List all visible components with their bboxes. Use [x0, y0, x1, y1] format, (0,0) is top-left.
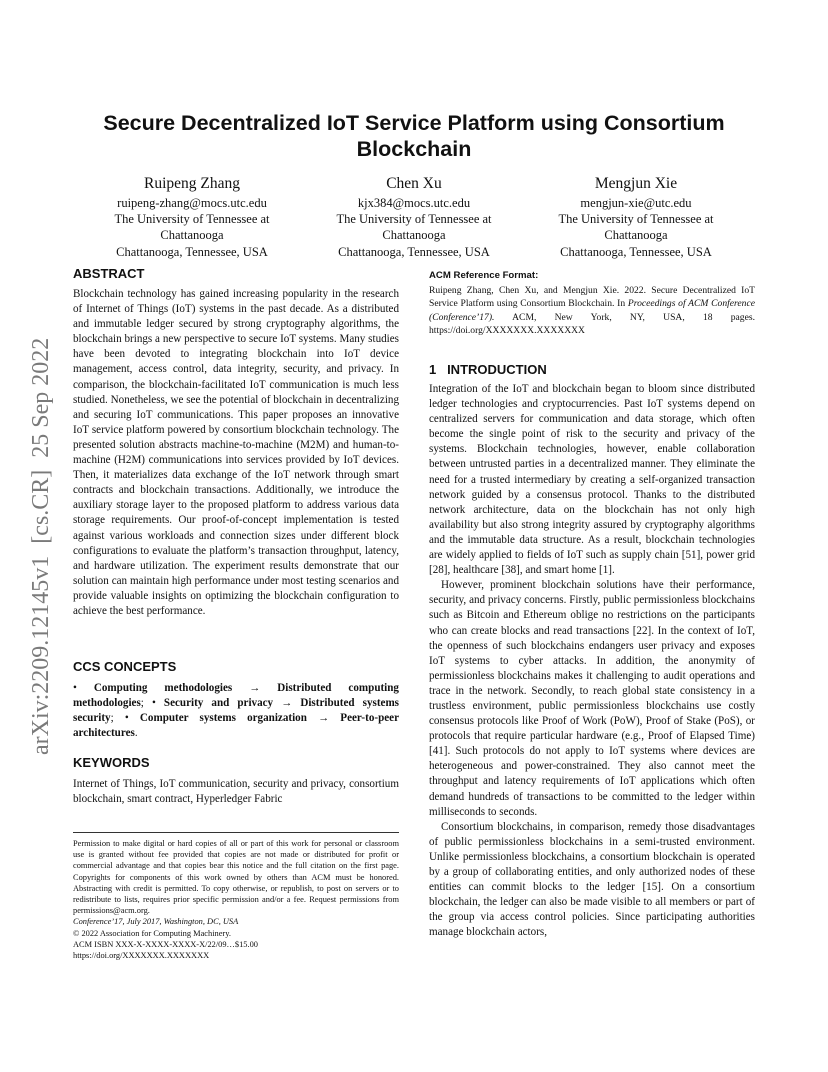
intro-paragraph: However, prominent blockchain solutions have their performance, security, and privacy concerns. Firstly, public permissionless blockchains such as Bitcoin and Ethereum oblige no restrictions on the participants who can create blocks and read transactions [22]. In the context of IoT, the openness of such blockchains endangers user privacy and exposes IoT systems to cyber attacks. In addition, the anonymity of permissionless blockchains makes it challenging to audit operations and trace in the network. Secondly, to reach global state consistency in a trustless environment, public permissionless blockchains use costly consensus protocols like Proof of Work (PoW), Proof of Stake (PoS), or protocols that require particular hardware (e.g., Proof of Elapsed Time) [41]. Such protocols do not apply to IoT systems where devices are heterogeneous and power-constrained. They also cannot meet the throughput and latency requirements of IoT applications which often demand hundreds of transactions to be committed to the ledger within milliseconds to seconds.: [429, 579, 755, 818]
author-name: Mengjun Xie: [594, 175, 678, 192]
ccs-term: Security and privacy → Distributed systems security: [73, 697, 399, 725]
abstract-section: [73, 266, 399, 619]
doi-link[interactable]: https://doi.org/XXXXXXX.XXXXXXX: [73, 951, 210, 961]
intro-paragraph: Integration of the IoT and blockchain began to bloom since distributed ledger technologies and cryptocurrencies. Past IoT systems depend on centralized servers for communication and data storage, which often become the single point of risk to the security and privacy of the systems. Blockchain technologies, however, enable collaboration between untrusted parties in a decentralized manner. They eliminate the need for a trusted intermediary by creating a self-organized transaction network guided by a consensus protocol. Thanks to the distributed network architecture, data on the blockchain has not only high availability but also strong integrity assured by cryptography algorithms and the immutable data structure. As a result, blockchain technologies are widely applied to fields of IoT such as supply chain [51], power grid [28], healthcare [38], and smart home [1].: [429, 383, 755, 577]
acm-reference-section: [429, 269, 755, 337]
ccs-text: [73, 681, 399, 741]
arxiv-stamp: [10, 280, 62, 760]
isbn-line: ACM ISBN XXX-X-XXXX-XXXX-X/22/09…$15.00: [73, 939, 258, 949]
copyright-line: © 2022 Association for Computing Machinery.: [73, 928, 231, 938]
author-location: Chattanooga, Tennessee, USA: [338, 244, 490, 259]
author-block-2: [294, 174, 534, 260]
title-line-1: Secure Decentralized IoT Service Platform using Consortium: [103, 111, 725, 135]
footnote-rule: [73, 832, 399, 833]
ccs-term: Computing methodologies → Distributed computing methodologies: [73, 682, 399, 710]
permission-notice: Permission to make digital or hard copies of all or part of this work for personal or classroom use is granted without fee provided that copies are not made or distributed for profit or commercial advantage and that copies bear this notice and the full citation on the first page. Copyrights for components of this work owned by others than ACM must be honored. Abstracting with credit is permitted. To copy otherwise, or republish, to post on servers or to redistribute to lists, requires prior specific permission and/or a fee. Request permissions from permissions@acm.org.: [73, 839, 399, 916]
ccs-bullet: •: [73, 682, 94, 694]
arxiv-stamp-text: arXiv:2209.12145v1 [cs.CR] 25 Sep 2022: [28, 337, 54, 755]
keywords-text: Internet of Things, IoT communication, security and privacy, consortium blockchain, smart contract, Hyperledger Fabric: [73, 778, 399, 806]
paper-title: [70, 110, 758, 162]
copyright-footnote: [73, 838, 399, 961]
author-email: ruipeng-zhang@mocs.utc.edu: [117, 196, 267, 210]
author-name: Ruipeng Zhang: [144, 175, 240, 192]
author-name: Chen Xu: [386, 175, 442, 192]
author-affiliation: The University of Tennessee at: [558, 212, 714, 227]
author-affiliation-cont: Chattanooga: [160, 228, 224, 243]
keywords-section: [73, 755, 399, 807]
author-email: kjx384@mocs.utc.edu: [357, 196, 471, 210]
introduction-heading: 1 INTRODUCTION: [429, 362, 547, 377]
ccs-heading: CCS CONCEPTS: [73, 659, 177, 674]
author-block-1: [72, 174, 312, 260]
title-line-2: Blockchain: [356, 137, 472, 161]
acm-reference-text: [429, 284, 755, 337]
acm-reference-part: ACM, New York, NY, USA, 18 pages. https://doi.org/XXXXXXX.XXXXXXX: [429, 311, 755, 336]
abstract-heading: ABSTRACT: [73, 266, 145, 281]
acm-reference-proceedings: Proceedings of ACM Conference (Conference’17).: [429, 298, 755, 323]
ccs-concepts-section: [73, 659, 399, 741]
keywords-heading: KEYWORDS: [73, 755, 150, 770]
abstract-text: Blockchain technology has gained increasing popularity in the research of Internet of Things (IoT) systems in the past decade. As a distributed and immutable ledger secured by strong cryptography algorithms, the blockchain brings a new perspective to secure IoT systems. Many studies have been devoted to integrating blockchain into IoT device management, access control, data integrity, security, and privacy. In comparison, the blockchain-facilitated IoT communication is much less studied. Nonetheless, we see the potential of blockchain in decentralizing and securing IoT communications. This paper proposes an innovative IoT service platform powered by consortium blockchain technology. The presented solution abstracts machine-to-machine (M2M) and human-to-machine (H2M) communications into services provided by IoT devices. Then, it materializes data exchange of the IoT network through smart contracts and blockchain transactions. Additionally, we introduce the auxiliary storage layer to the proposed platform to address various data storage requirements. Our proof-of-concept implementation is tested against various workloads and connection sizes under different block configurations to evaluate the platform’s transaction throughput, latency, and hardware utilization. The experiment results demonstrate that our solution can maintain high performance under most testing scenarios and provide valuable insights on optimizing the blockchain configuration to achieve the best performance.: [73, 288, 399, 617]
introduction-section: [429, 362, 755, 940]
acm-reference-part: Ruipeng Zhang, Chen Xu, and Mengjun Xie. 2022. Secure Decentralized IoT Service Platform using Consortium Blockchain. In: [429, 285, 755, 310]
conference-info: Conference’17, July 2017, Washington, DC, USA: [73, 917, 239, 927]
ccs-separator: ; •: [110, 712, 140, 725]
author-block-3: [516, 174, 756, 260]
acm-reference-heading: ACM Reference Format:: [429, 270, 539, 281]
author-location: Chattanooga, Tennessee, USA: [116, 244, 268, 259]
ccs-end: .: [134, 727, 138, 740]
author-email: mengjun-xie@utc.edu: [580, 196, 692, 210]
author-affiliation-cont: Chattanooga: [604, 228, 668, 243]
intro-paragraph: Consortium blockchains, in comparison, remedy those disadvantages of public permissionless blockchains in a semi-trusted environment. Unlike permissionless blockchains, a consortium blockchain is operated by a group of collaborating entities, and only authorized nodes of these entities can commit blocks to the ledger [15]. On a consortium blockchain, the ledger can also be made visible to all members or part of the group via access control policies. Since participating authorities manage blockchain actors,: [429, 820, 755, 939]
ccs-term: Computer systems organization → Peer-to-peer architectures: [73, 712, 400, 740]
author-location: Chattanooga, Tennessee, USA: [560, 244, 712, 259]
author-affiliation: The University of Tennessee at: [336, 212, 492, 227]
author-affiliation: The University of Tennessee at: [114, 212, 270, 227]
ccs-separator: ; •: [140, 697, 164, 710]
author-affiliation-cont: Chattanooga: [382, 228, 446, 243]
